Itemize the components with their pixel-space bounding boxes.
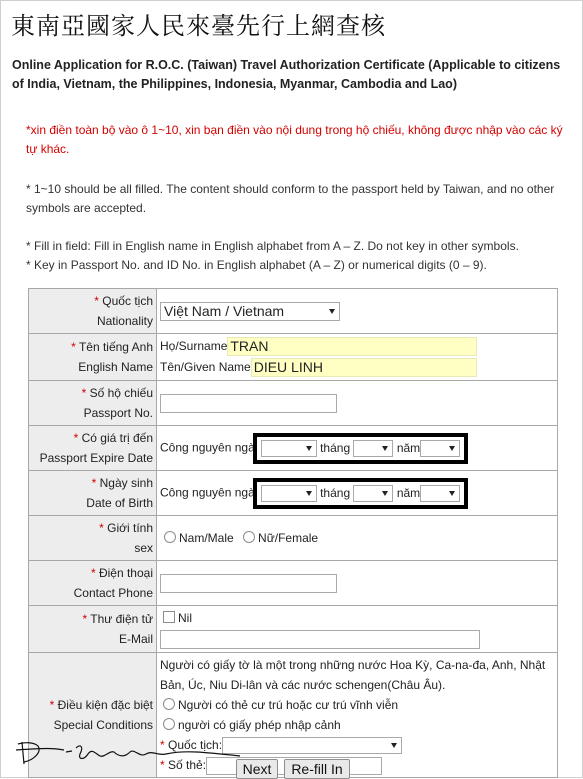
label-phone: * Điện thoại Contact Phone [29,561,157,606]
label-nationality: * Quốc tịch Nationality [29,289,157,334]
chevron-down-icon [382,491,388,496]
note-fill-all-text: * 1~10 should be all filled. The content should conform to the passport held by Taiwan, and no other symbols are accepted. [26,182,555,215]
note-english-name [26,237,566,256]
birth-month-select[interactable] [353,485,393,502]
page-subtitle: Online Application for R.O.C. (Taiwan) Travel Authorization Certificate (Applicable to citizens of India, Vietnam, the Philippines, Indonesia, Myanmar, Cambodia and Lao) [12,58,561,91]
birth-prefix: Công nguyên ngà [160,485,255,500]
chevron-down-icon [449,446,455,451]
label-expire-date: * Có giá trị đến Passport Expire Date [29,426,157,471]
chevron-down-icon [382,446,388,451]
birth-day-select[interactable] [261,485,317,502]
permanent-resident-radio[interactable] [163,698,175,710]
passport-input[interactable] [160,394,337,413]
email-nil-label: Nil [178,611,192,625]
note-vietnamese [26,121,566,159]
expire-day-select[interactable] [261,440,317,457]
row-phone [29,561,558,606]
phone-input[interactable] [160,574,337,593]
note-english-name-text: * Fill in field: Fill in English name in English alphabet from A – Z. Do not key in other symbols. [26,239,519,253]
application-form [28,288,558,778]
row-nationality [29,289,558,334]
sex-male-label: Nam/Male [179,530,234,545]
row-english-name [29,334,558,381]
chevron-down-icon [449,491,455,496]
given-name-input[interactable]: DIEU LINH [251,358,477,377]
sex-female-label: Nữ/Female [258,530,319,545]
given-name-label: Tên/Given Name [160,360,251,374]
chevron-down-icon [391,743,397,748]
refill-button[interactable]: Re-fill In [284,759,350,779]
label-sex: * Giới tính sex [29,516,157,561]
label-email: * Thư điện tử E-Mail [29,606,157,653]
special-intro: Người có giấy tờ là một trong những nước Hoa Kỳ, Ca-na-đa, Anh, Nhật Bản, Úc, Niu Di-lân và các nước schengen(Châu Âu). [160,658,546,692]
row-sex [29,516,558,561]
expire-month-select[interactable] [353,440,393,457]
surname-label: Họ/Surname [160,339,228,353]
expire-year-select[interactable] [420,440,460,457]
label-passport: * Số hộ chiếu Passport No. [29,381,157,426]
chevron-down-icon [306,491,312,496]
email-input[interactable] [160,630,480,649]
birth-year-select[interactable] [420,485,460,502]
note-fill-all [26,180,566,218]
entry-permit-radio[interactable] [163,718,175,730]
sex-female-radio[interactable] [243,531,255,543]
birth-date-highlight: tháng năm [253,478,468,509]
chevron-down-icon [306,446,312,451]
note-passport-format-text: * Key in Passport No. and ID No. in English alphabet (A – Z) or numerical digits (0 – 9). [26,258,487,272]
email-nil-checkbox[interactable] [163,611,175,623]
expire-date-highlight: tháng năm [253,433,468,464]
permanent-resident-label: Người có thẻ cư trú hoặc cư trú vĩnh viễn [178,698,399,712]
special-card-label: Số thẻ: [168,758,207,772]
chevron-down-icon [329,309,335,314]
next-button[interactable]: Next [236,759,278,779]
note-vietnamese-text: *xin điền toàn bộ vào ô 1~10, xin bạn điền vào nội dung trong hộ chiếu, không được nhập vào các ký tự khác. [26,123,563,156]
expire-prefix: Công nguyên ngà [160,440,255,455]
label-birth-date: * Ngày sinh Date of Birth [29,471,157,516]
row-passport [29,381,558,426]
special-country-label: Quốc tịch: [168,738,223,752]
row-email [29,606,558,653]
surname-input[interactable]: TRAN [227,337,477,356]
row-expire-date [29,426,558,471]
special-country-select[interactable] [222,737,402,754]
label-special-conditions: * Điều kiện đặc biệt Special Conditions [29,653,157,778]
page-title: 東南亞國家人民來臺先行上網查核 [11,12,386,40]
sex-male-radio[interactable] [164,531,176,543]
row-special-conditions: * Điều kiện đặc biệt Special Conditions Người có giấy tờ là một trong những nước Hoa Kỳ, Ca-na-đa, Anh, Nhật Bản, Úc, Niu Di-lân và các nước schengen(Châu Âu). Người có thẻ cư trú hoặc cư trú vĩnh viễn người có giấy phép nhập cảnh * Quốc tịch: * Số thẻ: [29,653,558,778]
nationality-select[interactable]: Việt Nam / Vietnam [160,302,340,321]
label-english-name: * Tên tiếng Anh English Name [29,334,157,381]
row-birth-date [29,471,558,516]
note-passport-format [26,256,566,275]
entry-permit-label: người có giấy phép nhập cảnh [178,718,341,732]
handwritten-signature [14,738,244,778]
